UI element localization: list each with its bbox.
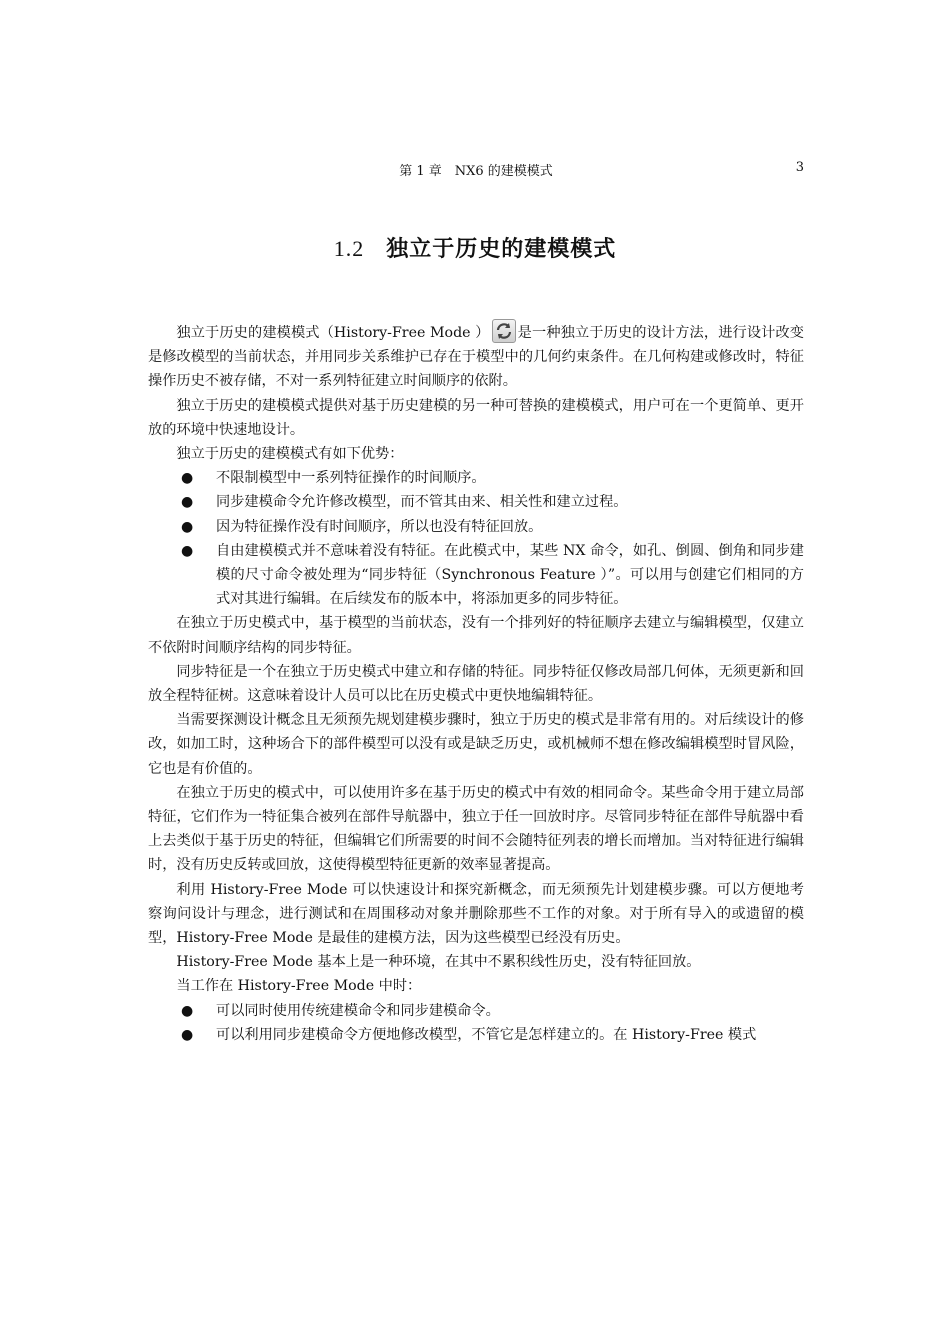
paragraph-text: 是一种独立于历史的设计方法，进行设计改变是修改模型的当前状态，并用同步关系维护已存在于模型中的几何约束条件。在几何构建或修改时，特征操作历史不被存储，不对一系列特征建立时间顺序的依附。 [148,325,804,390]
paragraph: History-Free Mode 基本上是一种环境，在其中不累积线性历史，没有特征回放。 [176,954,701,971]
section-title [0,232,950,263]
section-title-text: 独立于历史的建模模式 [386,237,617,262]
page-header [148,160,804,180]
list-item [148,539,804,612]
list-item-text: 可以同时使用传统建模命令和同步建模命令。 [216,1002,500,1019]
bullet-icon: ● [181,1026,194,1043]
list-item-text: 同步建模命令允许修改模型，而不管其由来、相关性和建立过程。 [216,494,628,511]
list-item [148,490,804,514]
advantages-list [148,466,804,611]
working-list [148,999,804,1047]
bullet-icon: ● [181,470,194,487]
list-item [148,999,804,1023]
bullet-icon: ● [181,494,194,511]
paragraph: 当需要探测设计概念且无须预先规划建模步骤时，独立于历史的模式是非常有用的。对后续设计的修改，如加工时，这种场合下的部件模型可以没有或是缺乏历史，或机械师不想在修改编辑模型时冒风险，它也是有价值的。 [148,712,804,777]
chapter-heading: 第 1 章 NX6 的建模模式 [399,164,553,179]
list-item [148,515,804,539]
bullet-icon: ● [181,518,194,535]
body-text [148,319,804,1047]
paragraph: 当工作在 History-Free Mode 中时： [176,978,422,995]
paragraph: 独立于历史的建模模式提供对基于历史建模的另一种可替换的建模模式，用户可在一个更简单、更开放的环境中快速地设计。 [148,397,804,438]
list-item-text: 不限制模型中一系列特征操作的时间顺序。 [216,470,486,487]
bullet-icon: ● [181,1002,194,1019]
list-item [148,466,804,490]
list-item [148,1023,804,1047]
list-item-text: 自由建模模式并不意味着没有特征。在此模式中，某些 NX 命令，如孔、倒圆、倒角和同步建模的尺寸命令被处理为“同步特征（Synchronous Feature ）”。可以用与创建它们相同的方式对其进行编辑。在后续发布的版本中，将添加更多的同步特征。 [216,542,804,608]
list-item-text: 因为特征操作没有时间顺序，所以也没有特征回放。 [216,518,543,535]
paragraph: 独立于历史的建模模式有如下优势： [176,446,404,463]
section-number: 1.2 [333,236,365,261]
page-number: 3 [795,160,804,175]
paragraph-text: 独立于历史的建模模式（History-Free Mode ） [176,325,490,341]
history-free-mode-icon [492,319,516,343]
paragraph: 在独立于历史模式中，基于模型的当前状态，没有一个排列好的特征顺序去建立与编辑模型，仅建立不依附时间顺序结构的同步特征。 [148,615,804,656]
paragraph: 同步特征是一个在独立于历史模式中建立和存储的特征。同步特征仅修改局部几何体，无须更新和回放全程特征树。这意味着设计人员可以比在历史模式中更快地编辑特征。 [148,663,804,705]
list-item-text: 可以利用同步建模命令方便地修改模型，不管它是怎样建立的。在 History-Free 模式 [216,1026,757,1043]
bullet-icon: ● [181,542,194,559]
paragraph: 利用 History-Free Mode 可以快速设计和探究新概念，而无须预先计划建模步骤。可以方便地考察询问设计与理念，进行测试和在周围移动对象并删除那些不工作的对象。对于所有导入的或遗留的模型，History-Free Mode 是最佳的建模方法，因为这些模型已经没有历史。 [148,881,804,947]
paragraph: 在独立于历史的模式中，可以使用许多在基于历史的模式中有效的相同命令。某些命令用于建立局部特征，它们作为一特征集合被列在部件导航器中，独立于任一回放时序。尽管同步特征在部件导航器中看上去类似于基于历史的特征，但编辑它们所需要的时间不会随特征列表的增长而增加。当对特征进行编辑时，没有历史反转或回放，这使得模型特征更新的效率显著提高。 [148,784,804,874]
paragraph [148,319,804,394]
